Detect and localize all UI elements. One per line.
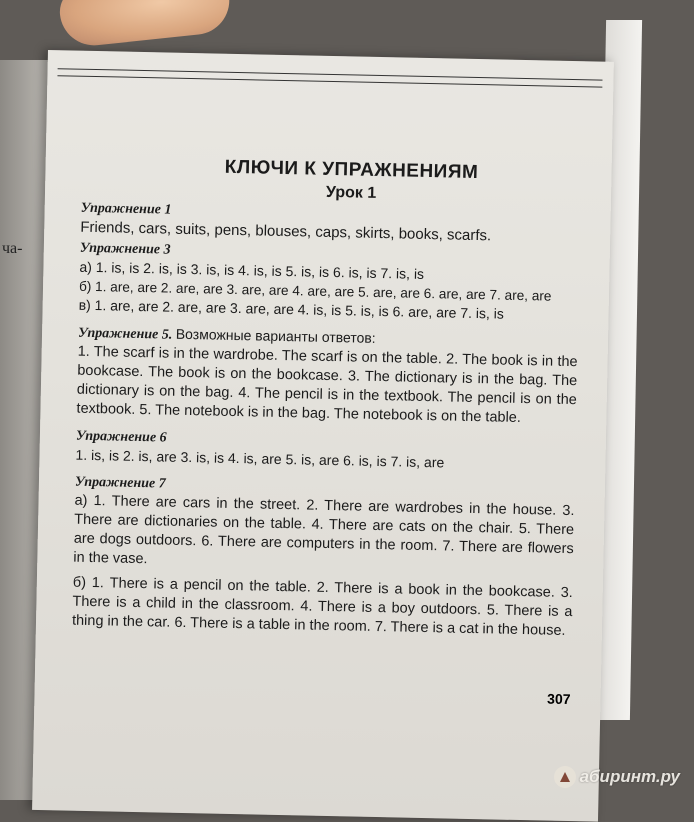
- exercise-3-line-c: в) 1. are, are 2. are, are 3. are, are 4. is, is 5. is, is 6. are, are 7. is, is: [78, 296, 505, 322]
- thumb: [57, 0, 232, 49]
- exercise-1-heading: Упражнение 1: [80, 200, 172, 218]
- exercise-5-text: 1. The scarf is in the wardrobe. The scarf is on the table. 2. The book is in the bookcase. The book is on the bookcase. 3. The dictionary is in the bag. The dictionary is on the bag. 4. The pencil is in the textbook. The pencil is on the textbook. 5. The notebook is in the bag. The notebook is on the table.: [76, 343, 578, 426]
- exercise-5-heading: Упражнение 5.: [77, 325, 173, 343]
- running-head-rule: [57, 68, 602, 87]
- exercise-7-part-b: б) 1. There is a pencil on the table. 2. There is a book in the bookcase. 3. There is a child in the classroom. 4. There is a boy outdoors. 5. There is a thing in the car. 6. There is a table in the room. 7. There is a cat in the house.: [71, 574, 573, 639]
- labirint-logo-icon: [554, 766, 576, 788]
- page-title: КЛЮЧИ К УПРАЖНЕНИЯМ: [224, 156, 479, 184]
- exercise-5-note: Возможные варианты ответов:: [175, 325, 376, 346]
- exercise-6-text: 1. is, is 2. is, are 3. is, is 4. is, are 5. is, are 6. is, is 7. is, are: [75, 446, 445, 471]
- exercise-3-heading: Упражнение 3: [79, 240, 171, 258]
- exercise-6-heading: Упражнение 6: [75, 428, 167, 446]
- watermark-text: абиринт.ру: [579, 767, 680, 786]
- page-number: 307: [546, 690, 571, 708]
- exercise-7-heading: Упражнение 7: [74, 474, 166, 492]
- exercise-1-text: Friends, cars, suits, pens, blouses, caps, skirts, books, scarfs.: [80, 218, 492, 245]
- lesson-heading: Урок 1: [325, 183, 377, 202]
- left-page-fragment: ча-: [2, 240, 23, 257]
- labirint-logo-glyph: [558, 770, 572, 784]
- exercise-3-line-a: а) 1. is, is 2. is, is 3. is, is 4. is, is 5. is, is 6. is, is 7. is, is: [79, 258, 425, 282]
- book-page: [32, 50, 614, 822]
- page-content: [72, 155, 582, 641]
- exercise-7-part-a: а) 1. There are cars in the street. 2. There are wardrobes in the house. 3. There are dictionaries on the table. 4. There are cats on the chair. 5. There are dogs outdoors. 6. There are computers in the room. 7. There are flowers in the vase.: [73, 492, 575, 568]
- exercise-3-line-b: б) 1. are, are 2. are, are 3. are, are 4. are, are 5. are, are 6. are, are 7. are, are: [78, 278, 552, 304]
- watermark: [554, 766, 680, 788]
